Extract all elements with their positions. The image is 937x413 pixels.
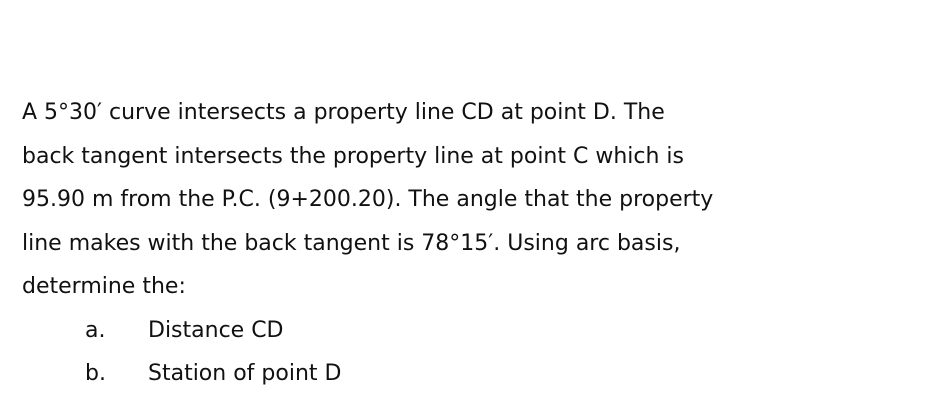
problem-statement: [22, 91, 922, 395]
list-item: [22, 309, 922, 352]
paragraph-line: back tangent intersects the property line at point C which is: [22, 143, 684, 169]
paragraph-line: 95.90 m from the P.C. (9+200.20). The angle that the property: [22, 187, 714, 213]
list-marker: a.: [85, 317, 106, 343]
paragraph-line: A 5°30′ curve intersects a property line CD at point D. The: [22, 100, 665, 125]
problem-paragraph: [22, 91, 922, 309]
paragraph-line: line makes with the back tangent is 78°15′. Using arc basis,: [22, 230, 681, 256]
question-list: [22, 309, 922, 395]
list-marker: b.: [85, 360, 106, 386]
list-item-text: Station of point D: [148, 360, 342, 386]
list-item: [22, 352, 922, 395]
list-item-text: Distance CD: [148, 317, 284, 343]
paragraph-line: determine the:: [22, 274, 186, 300]
